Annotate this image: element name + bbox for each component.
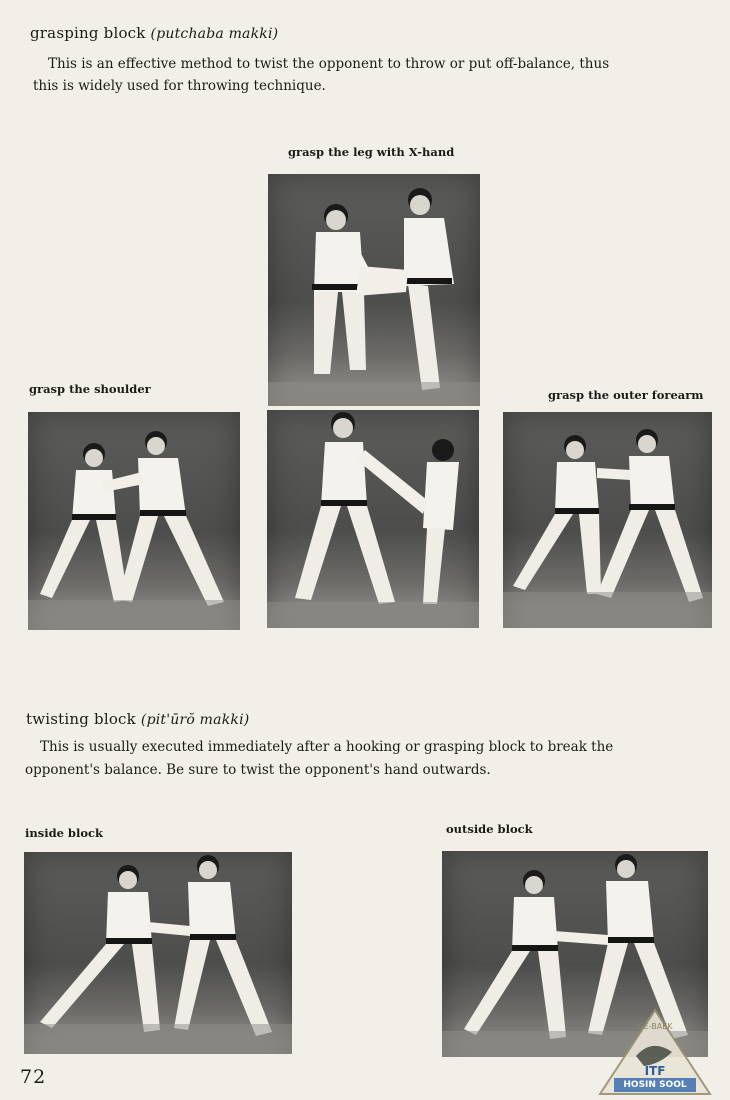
section-term: (pit'ūrŏ makki) (140, 712, 250, 728)
caption-grasp-leg: grasp the leg with X-hand (288, 145, 455, 159)
caption-grasp-shoulder: grasp the shoulder (29, 382, 151, 396)
caption-grasp-outer-forearm: grasp the outer forearm (548, 388, 704, 402)
photo-grasp-outer-forearm (503, 412, 712, 628)
section-description-line: opponent's balance. Be sure to twist the opponent's hand outwards. (25, 762, 491, 778)
section-heading-grasping-block (30, 24, 278, 42)
watermark-logo (596, 1008, 714, 1098)
section-description-line: This is usually executed immediately after a hooking or grasping block to break the (40, 739, 614, 755)
photo-inside-block (24, 852, 292, 1054)
photo-grasp-leg-top (268, 174, 480, 406)
logo-bottom-text: HOSIN SOOL (623, 1080, 687, 1090)
logo-mid-text: ITF (644, 1064, 666, 1078)
photo-grasp-leg-bottom (267, 410, 479, 628)
section-description-line: This is an effective method to twist the opponent to throw or put off-balance, thus (48, 56, 610, 72)
section-description-line: this is widely used for throwing technique. (33, 78, 326, 94)
photo-grasp-shoulder (28, 412, 240, 630)
section-heading-twisting-block (26, 710, 249, 728)
section-term: (putchaba makki) (150, 26, 279, 42)
section-title: twisting block (26, 710, 136, 728)
logo-top-text: GE-BAEK (637, 1022, 673, 1031)
caption-inside-block: inside block (25, 826, 103, 840)
page-number: 72 (20, 1066, 47, 1088)
section-title: grasping block (30, 24, 146, 42)
caption-outside-block: outside block (446, 822, 533, 836)
